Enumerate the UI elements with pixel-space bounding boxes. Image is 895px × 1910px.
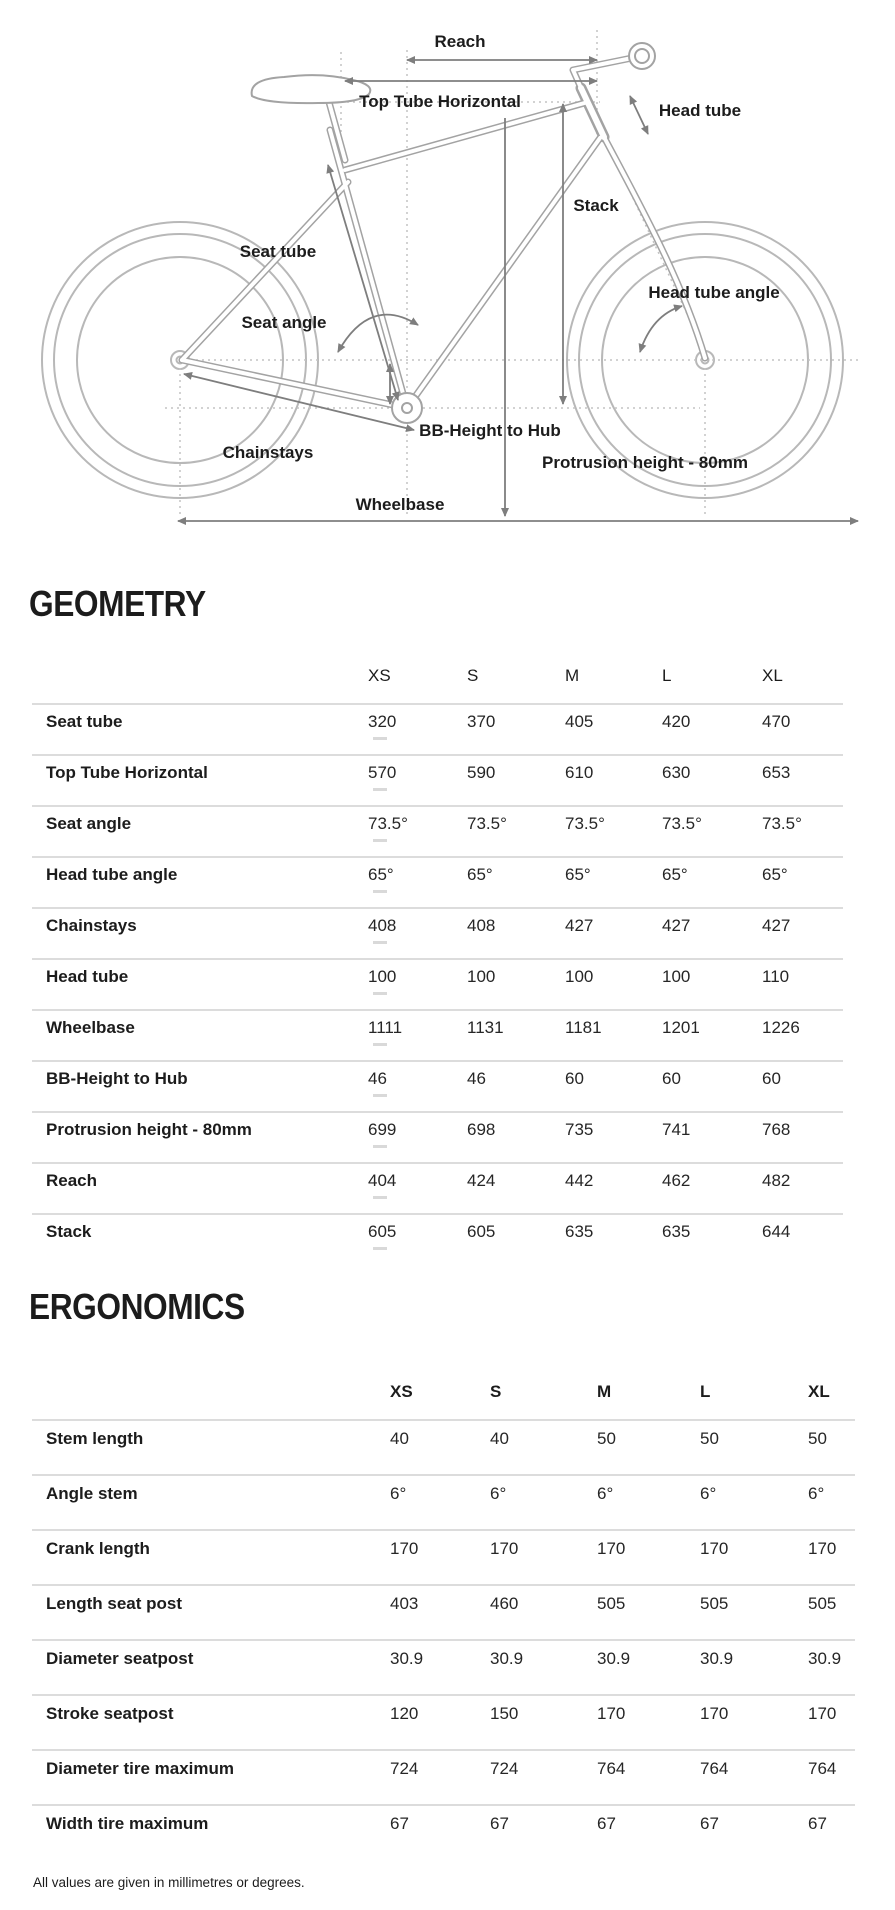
spec-value: 6°: [390, 1484, 407, 1504]
spec-row-label: Crank length: [46, 1539, 150, 1559]
spec-value: 505: [808, 1594, 837, 1614]
size-column-header: XL: [762, 665, 783, 685]
spec-value: 420: [662, 712, 691, 732]
spec-value: 482: [762, 1171, 791, 1191]
spec-value: 6°: [490, 1484, 507, 1504]
spec-row-label: Chainstays: [46, 916, 137, 936]
row-end: [32, 1458, 390, 1475]
ergonomics-table: [32, 1365, 855, 1859]
spec-row: [32, 958, 843, 1009]
spec-value: 605: [368, 1222, 397, 1242]
reach-label: Reach: [434, 32, 486, 51]
spec-value: 100: [368, 967, 397, 987]
spec-value: 110: [762, 967, 790, 987]
spec-value: 60: [662, 1069, 681, 1089]
spec-value: 50: [597, 1429, 616, 1449]
size-column-header: S: [467, 665, 479, 685]
spec-value: 1226: [762, 1018, 800, 1038]
spec-value: 30.9: [390, 1649, 424, 1669]
spec-value: 442: [565, 1171, 594, 1191]
spec-value: 170: [597, 1539, 626, 1559]
spec-value: 1111: [368, 1018, 403, 1038]
spec-value: 65°: [662, 865, 688, 885]
spec-value: 424: [467, 1171, 496, 1191]
handlebar-art: [629, 43, 655, 69]
wheelbase-label: Wheelbase: [355, 495, 445, 514]
spec-value: 462: [662, 1171, 691, 1191]
seat-tube-label: Seat tube: [239, 242, 317, 261]
row-end: [32, 1623, 390, 1640]
row-end: [32, 1513, 390, 1530]
head-tube-angle-label: Head tube angle: [648, 283, 780, 302]
spec-value: 427: [662, 916, 691, 936]
spec-row-label: Length seat post: [46, 1594, 183, 1614]
spec-value: 460: [490, 1594, 519, 1614]
spec-value: 724: [490, 1759, 519, 1779]
row-end: [32, 1568, 390, 1585]
spec-value: 6°: [808, 1484, 825, 1504]
geometry-table: [32, 648, 843, 1264]
spec-row: [32, 1213, 843, 1264]
spec-value: 67: [700, 1814, 719, 1834]
spec-value: 30.9: [490, 1649, 524, 1669]
row-end: [32, 1199, 368, 1214]
spec-row-label: Stack: [46, 1222, 92, 1242]
saddle-art: [252, 75, 371, 103]
protrusion-height-label: Protrusion height - 80mm: [542, 453, 748, 472]
geometry-header-row: [32, 648, 843, 703]
spec-value: 60: [565, 1069, 584, 1089]
spec-value: 644: [762, 1222, 791, 1242]
spec-row-label: Stroke seatpost: [46, 1704, 174, 1724]
stack-label: Stack: [573, 196, 619, 215]
spec-row: [32, 1694, 855, 1749]
spec-row-label: Head tube angle: [46, 865, 178, 885]
size-column-header: S: [490, 1382, 502, 1401]
spec-row: [32, 805, 843, 856]
row-end: [32, 1097, 368, 1112]
spec-value: 170: [808, 1704, 837, 1724]
spec-value: 73.5°: [662, 814, 702, 834]
row-marker-dash: [373, 890, 387, 893]
spec-row-label: Top Tube Horizontal: [46, 763, 208, 783]
spec-value: 768: [762, 1120, 791, 1140]
spec-value: 100: [467, 967, 496, 987]
spec-value: 404: [368, 1171, 397, 1191]
spec-row-label: Stem length: [46, 1429, 144, 1449]
spec-row-label: Wheelbase: [46, 1018, 135, 1038]
spec-row: [32, 1060, 843, 1111]
spec-value: 30.9: [597, 1649, 631, 1669]
row-end: [32, 1788, 390, 1805]
spec-value: 6°: [597, 1484, 614, 1504]
spec-value: 1181: [565, 1018, 602, 1038]
spec-row-label: BB-Height to Hub: [46, 1069, 188, 1089]
spec-value: 370: [467, 712, 496, 732]
spec-value: 699: [368, 1120, 397, 1140]
spec-row-label: Protrusion height - 80mm: [46, 1120, 252, 1140]
spec-value: 65°: [467, 865, 493, 885]
row-marker-dash: [373, 1247, 387, 1250]
geometry-table-body: [32, 703, 843, 1264]
spec-value: 73.5°: [368, 814, 408, 834]
spec-row: [32, 1419, 855, 1474]
spec-row-label: Diameter tire maximum: [46, 1759, 235, 1779]
spec-row: [32, 1749, 855, 1804]
row-end: [32, 1678, 390, 1695]
spec-value: 408: [467, 916, 496, 936]
spec-value: 170: [808, 1539, 837, 1559]
spec-value: 65°: [762, 865, 788, 885]
bb-height-to-hub-label: BB-Height to Hub: [419, 421, 561, 440]
spec-value: 170: [490, 1539, 519, 1559]
row-marker-dash: [373, 737, 387, 740]
row-end: [32, 791, 368, 806]
spec-row: [32, 1111, 843, 1162]
spec-value: 698: [467, 1120, 496, 1140]
spec-value: 764: [808, 1759, 837, 1779]
spec-row: [32, 1162, 843, 1213]
ergonomics-section-title: ERGONOMICS: [29, 1286, 245, 1327]
row-end: [32, 1046, 368, 1061]
spec-value: 65°: [565, 865, 591, 885]
spec-value: 427: [565, 916, 594, 936]
geometry-section-title: GEOMETRY: [29, 583, 206, 624]
spec-value: 46: [467, 1069, 486, 1089]
row-marker-dash: [373, 941, 387, 944]
spec-value: 170: [700, 1704, 729, 1724]
spec-row: [32, 1474, 855, 1529]
spec-value: 403: [390, 1594, 419, 1614]
spec-value: 60: [762, 1069, 781, 1089]
spec-value: 73.5°: [762, 814, 802, 834]
spec-row-label: Angle stem: [46, 1484, 138, 1504]
spec-value: 100: [662, 967, 691, 987]
row-marker-dash: [373, 1145, 387, 1148]
spec-value: 405: [565, 712, 594, 732]
row-end: [32, 1843, 390, 1860]
top-tube-horizontal-label: Top Tube Horizontal: [359, 92, 521, 111]
spec-value: 605: [467, 1222, 496, 1242]
spec-row: [32, 856, 843, 907]
row-end: [32, 1733, 390, 1750]
spec-value: 30.9: [700, 1649, 734, 1669]
spec-value: 408: [368, 916, 397, 936]
spec-value: 40: [390, 1429, 409, 1449]
spec-value: 635: [565, 1222, 594, 1242]
units-footnote: All values are given in millimetres or degrees.: [33, 1875, 305, 1890]
spec-value: 1201: [662, 1018, 700, 1038]
row-end: [32, 842, 368, 857]
spec-value: 764: [597, 1759, 626, 1779]
spec-row: [32, 1639, 855, 1694]
spec-value: 320: [368, 712, 397, 732]
row-end: [32, 740, 368, 755]
size-column-header: L: [700, 1382, 711, 1401]
row-end: [32, 1250, 368, 1265]
spec-value: 65°: [368, 865, 394, 885]
row-marker-dash: [373, 788, 387, 791]
spec-value: 735: [565, 1120, 594, 1140]
size-column-header: M: [597, 1382, 612, 1401]
spec-value: 100: [565, 967, 594, 987]
spec-value: 46: [368, 1069, 387, 1089]
spec-value: 73.5°: [467, 814, 507, 834]
size-column-header: XL: [808, 1382, 830, 1401]
chainstays-label: Chainstays: [222, 443, 314, 462]
spec-row: [32, 1584, 855, 1639]
row-end: [32, 893, 368, 908]
spec-value: 570: [368, 763, 397, 783]
spec-value: 67: [490, 1814, 509, 1834]
spec-row: [32, 1804, 855, 1859]
spec-value: 505: [700, 1594, 729, 1614]
size-column-header: XS: [368, 665, 391, 685]
spec-value: 764: [700, 1759, 729, 1779]
spec-row-label: Seat tube: [46, 712, 123, 732]
spec-row: [32, 1009, 843, 1060]
row-marker-dash: [373, 839, 387, 842]
size-column-header: XS: [390, 1382, 413, 1401]
ergonomics-table-body: [32, 1419, 855, 1859]
spec-value: 610: [565, 763, 594, 783]
spec-value: 40: [490, 1429, 509, 1449]
row-end: [32, 995, 368, 1010]
spec-value: 50: [700, 1429, 719, 1449]
row-marker-dash: [373, 1043, 387, 1046]
spec-row: [32, 1529, 855, 1584]
spec-row-label: Seat angle: [46, 814, 132, 834]
spec-value: 6°: [700, 1484, 717, 1504]
seat-angle-label: Seat angle: [241, 313, 327, 332]
spec-value: 30.9: [808, 1649, 842, 1669]
head-tube-label: Head tube: [658, 101, 742, 120]
spec-row: [32, 907, 843, 958]
spec-value: 635: [662, 1222, 691, 1242]
spec-value: 470: [762, 712, 791, 732]
spec-value: 630: [662, 763, 691, 783]
spec-row-label: Diameter seatpost: [46, 1649, 194, 1669]
spec-row: [32, 754, 843, 805]
spec-row-label: Reach: [46, 1171, 98, 1191]
spec-value: 67: [390, 1814, 409, 1834]
spec-value: 505: [597, 1594, 626, 1614]
spec-value: 170: [390, 1539, 419, 1559]
spec-row-label: Width tire maximum: [46, 1814, 209, 1834]
spec-value: 653: [762, 763, 791, 783]
spec-value: 150: [490, 1704, 519, 1724]
spec-value: 170: [700, 1539, 729, 1559]
spec-value: 50: [808, 1429, 827, 1449]
row-end: [32, 944, 368, 959]
spec-value: 427: [762, 916, 791, 936]
spec-value: 590: [467, 763, 496, 783]
spec-value: 67: [808, 1814, 827, 1834]
row-marker-dash: [373, 992, 387, 995]
spec-row-label: Head tube: [46, 967, 129, 987]
spec-value: 724: [390, 1759, 419, 1779]
spec-value: 1131: [467, 1018, 504, 1038]
spec-value: 741: [662, 1120, 691, 1140]
row-marker-dash: [373, 1094, 387, 1097]
ergonomics-header-row: [32, 1365, 855, 1419]
spec-value: 170: [597, 1704, 626, 1724]
spec-value: 67: [597, 1814, 616, 1834]
spec-row: [32, 703, 843, 754]
bike-geometry-diagram: [0, 0, 895, 545]
size-column-header: M: [565, 665, 580, 685]
spec-value: 120: [390, 1704, 419, 1724]
row-end: [32, 1148, 368, 1163]
spec-value: 73.5°: [565, 814, 605, 834]
size-column-header: L: [662, 665, 672, 685]
row-marker-dash: [373, 1196, 387, 1199]
